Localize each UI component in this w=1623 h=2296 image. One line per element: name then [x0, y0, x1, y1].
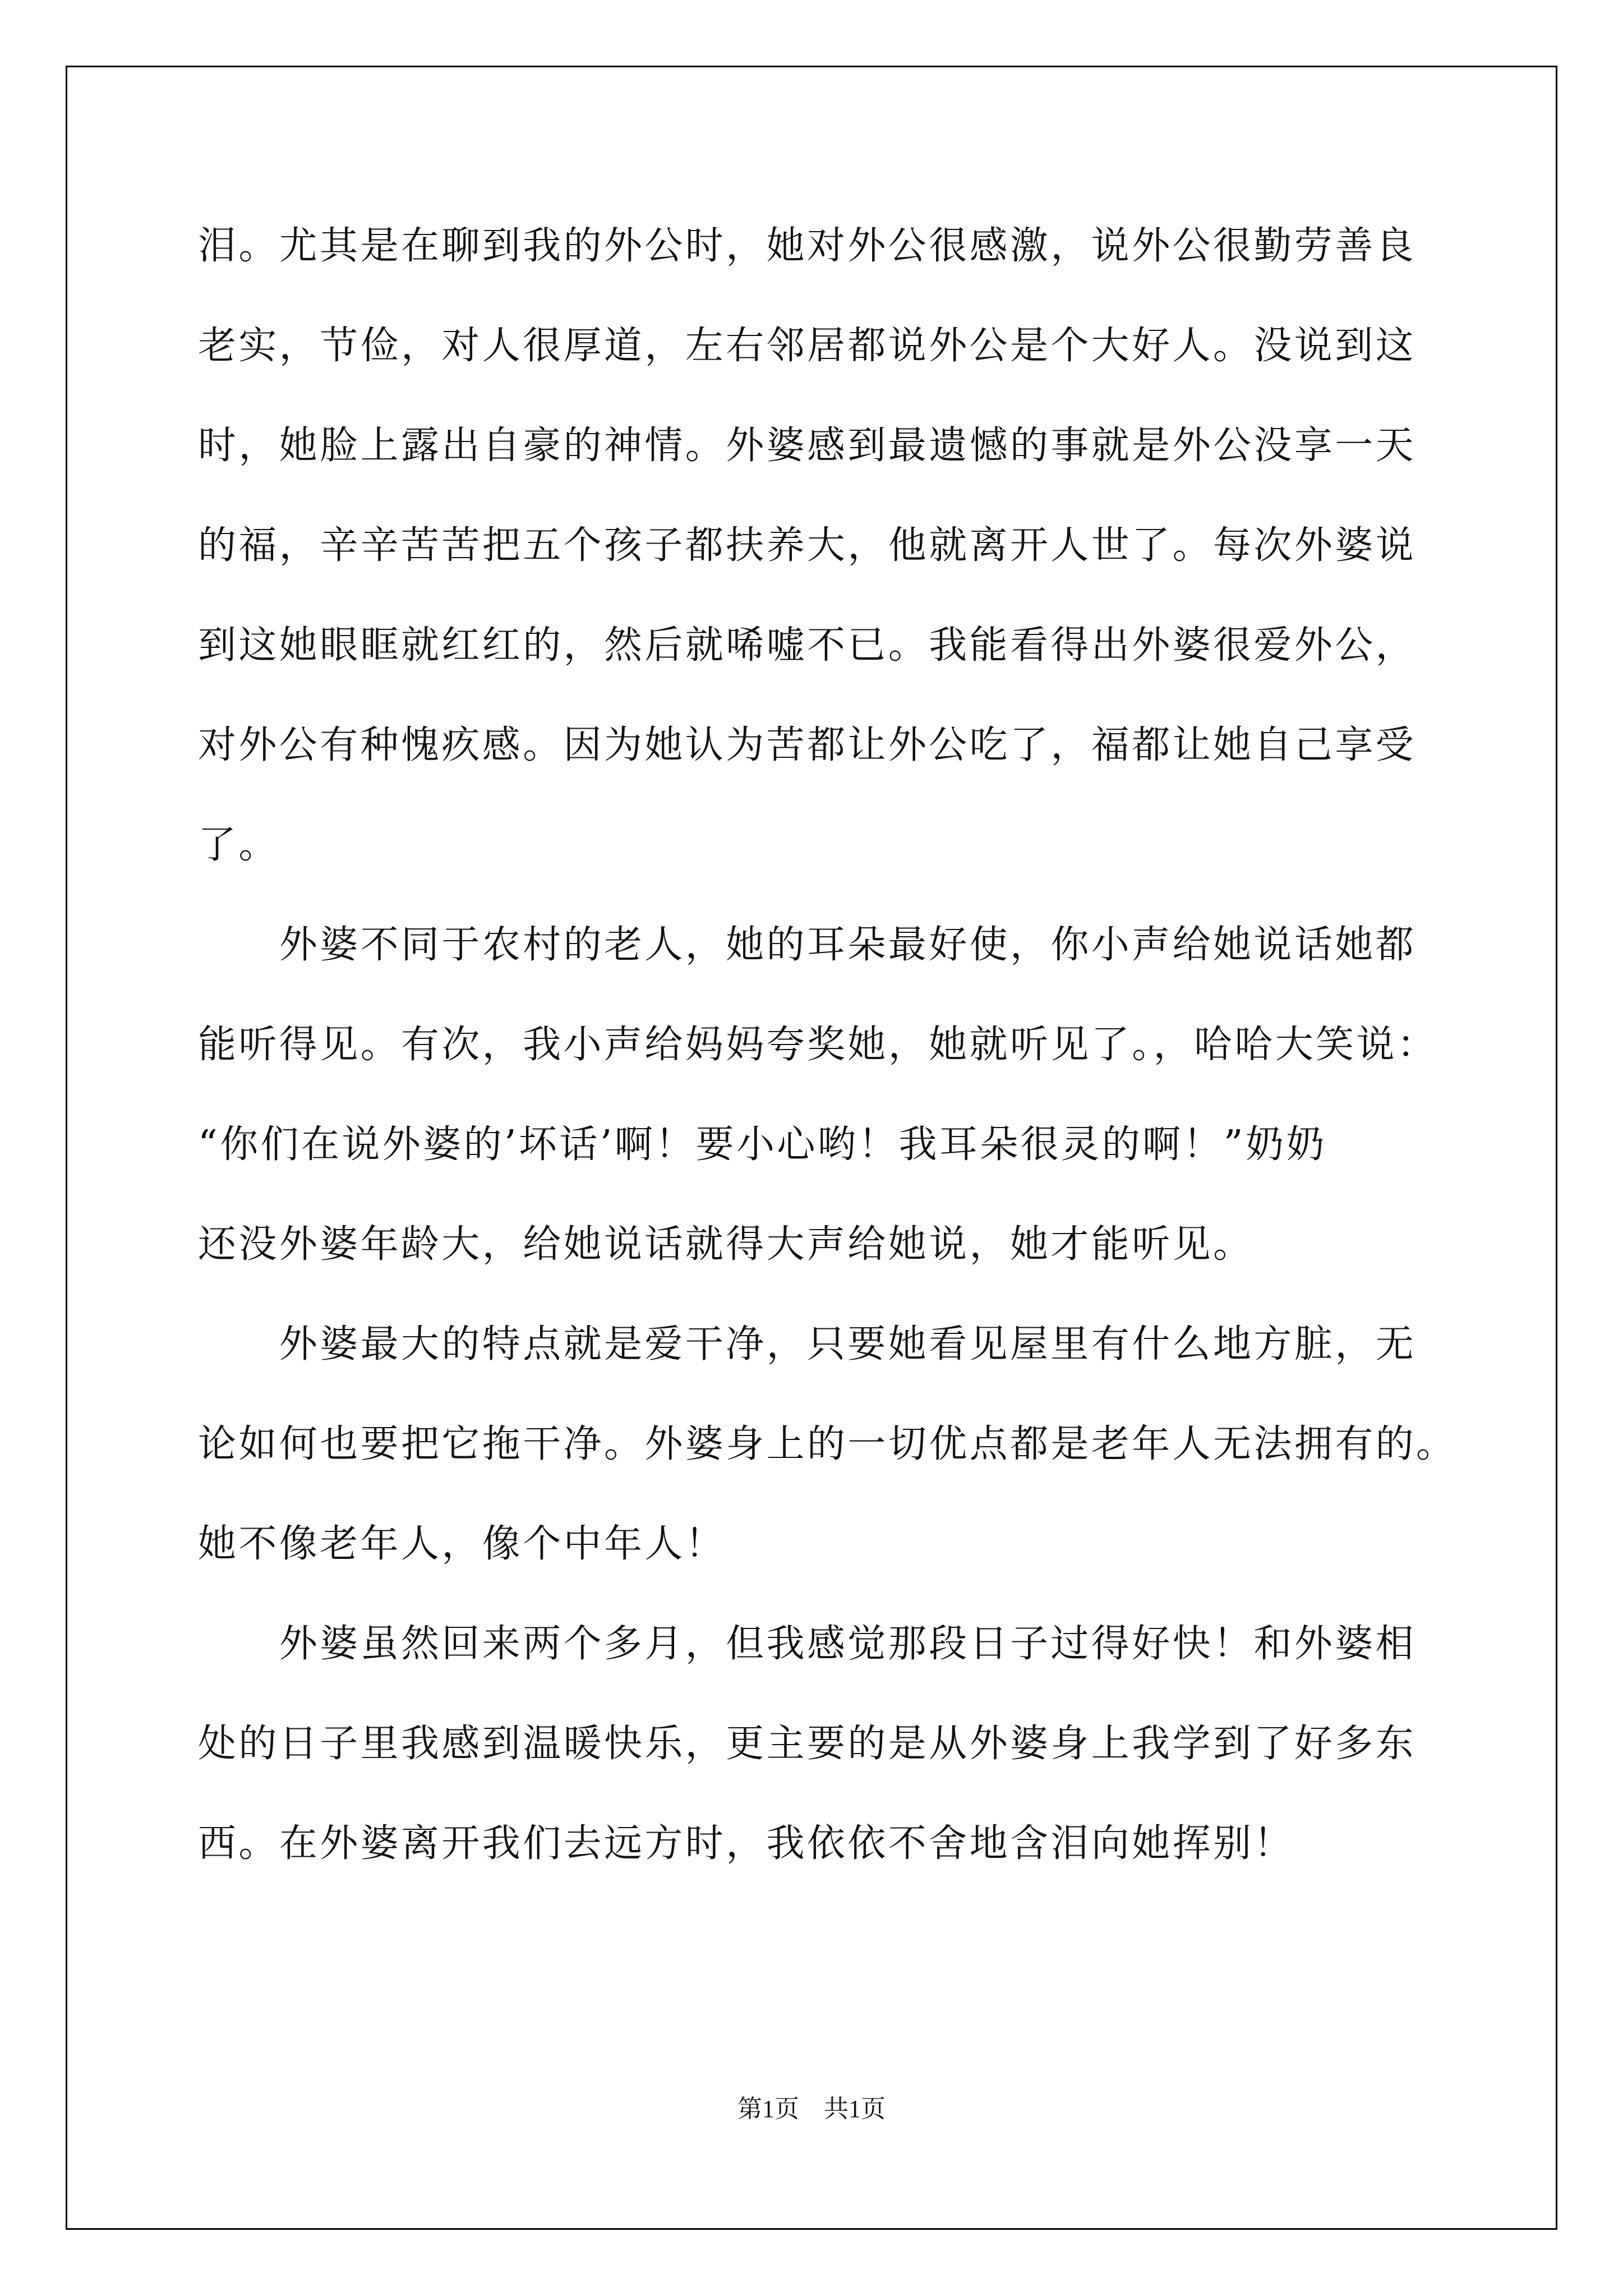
text-line: 对外公有种愧疚感。因为她认为苦都让外公吃了，福都让她自己享受: [198, 723, 1417, 767]
text-line: 了。: [198, 823, 279, 867]
text-line: “你们在说外婆的’坏话’啊！要小心哟！我耳朵很灵的啊！”奶奶: [198, 1122, 1327, 1167]
text-line: 的福，辛辛苦苦把五个孩子都扶养大，他就离开人世了。每次外婆说: [198, 523, 1417, 568]
text-line: 她不像老年人，像个中年人！: [198, 1522, 726, 1566]
text-line: 能听得见。有次，我小声给妈妈夸奖她，她就听见了。，哈哈大笑说：: [198, 1023, 1438, 1067]
text-line: 泪。尤其是在聊到我的外公时，她对外公很感激，说外公很勤劳善良: [198, 224, 1417, 268]
text-line: 西。在外婆离开我们去远方时，我依依不舍地含泪向她挥别！: [198, 1821, 1294, 1866]
text-line: 论如何也要把它拖干净。外婆身上的一切优点都是老年人无法拥有的。: [198, 1422, 1457, 1466]
text-line: 还没外婆年龄大，给她说话就得大声给她说，她才能听见。: [198, 1222, 1254, 1267]
text-line: 时，她脸上露出自豪的神情。外婆感到最遗憾的事就是外公没享一天: [198, 424, 1417, 468]
document-body: [198, 196, 1457, 1894]
text-line: 处的日子里我感到温暖快乐，更主要的是从外婆身上我学到了好多东: [198, 1722, 1417, 1766]
text-line: 外婆不同于农村的老人，她的耳朵最好使，你小声给她说话她都: [198, 923, 1417, 967]
page-number-footer: 第1页 共1页: [737, 2095, 886, 2123]
text-line: 到这她眼眶就红红的，然后就唏嘘不已。我能看得出外婆很爱外公，: [198, 623, 1417, 668]
text-line: 外婆最大的特点就是爱干净，只要她看见屋里有什么地方脏，无: [198, 1322, 1417, 1366]
text-line: 外婆虽然回来两个多月，但我感觉那段日子过得好快！和外婆相: [198, 1622, 1417, 1666]
text-line: 老实，节俭，对人很厚道，左右邻居都说外公是个大好人。没说到这: [198, 324, 1417, 368]
